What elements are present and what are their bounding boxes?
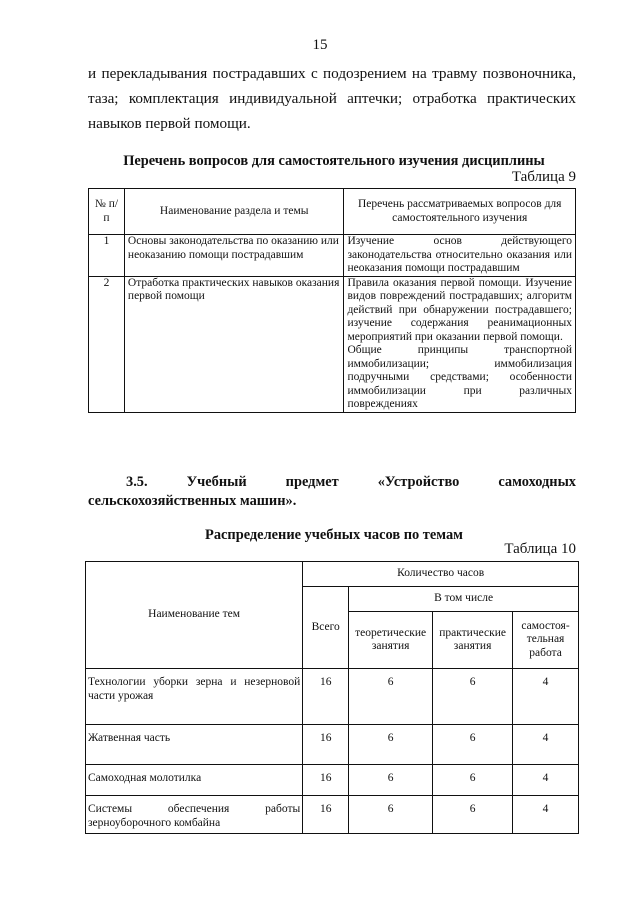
section1-heading: Перечень вопросов для самостоятельного изучения дисциплины <box>123 153 545 169</box>
row-theory: 6 <box>349 796 433 834</box>
col-header-hours: Количество часов <box>303 562 579 587</box>
col-header-total: Всего <box>303 587 349 669</box>
row-theory: 6 <box>349 669 433 725</box>
row-topic: Основы законодательства по оказанию или неоказанию помощи пострадавшим <box>124 235 344 277</box>
col-header-questions: Перечень рассматриваемых вопросов для самостоятельного изучения <box>344 189 576 235</box>
col-header-self: самостоя-тельная работа <box>513 612 579 669</box>
col-header-num: № п/п <box>89 189 125 235</box>
intro-paragraph <box>88 61 576 136</box>
table-row <box>86 765 579 796</box>
section-title-line2: сельскохозяйственных машин». <box>88 493 297 509</box>
table-9 <box>88 188 576 413</box>
row-topic: Самоходная молотилка <box>86 765 303 796</box>
table-header-row <box>89 189 576 235</box>
row-total: 16 <box>303 669 349 725</box>
col-header-theory: теоретические занятия <box>349 612 433 669</box>
table-10 <box>85 561 579 834</box>
row-theory: 6 <box>349 725 433 765</box>
row-topic: Жатвенная часть <box>86 725 303 765</box>
row-num: 2 <box>89 276 125 412</box>
row-theory: 6 <box>349 765 433 796</box>
row-num: 1 <box>89 235 125 277</box>
section-title-line1: 3.5. Учебный предмет «Устройство самоходных <box>126 474 576 490</box>
table-row <box>89 235 576 277</box>
intro-line: таза; комплектация индивидуальной аптечки; отработка практических <box>88 90 576 107</box>
row-topic: Отработка практических навыков оказания первой помощи <box>124 276 344 412</box>
row-practice: 6 <box>433 669 513 725</box>
row-self: 4 <box>513 669 579 725</box>
table-row <box>89 276 576 412</box>
row-topic: Технологии уборки зерна и незерновой части урожая <box>86 669 303 725</box>
row-topic: Системы обеспечения работы зерноуборочного комбайна <box>86 796 303 834</box>
row-total: 16 <box>303 725 349 765</box>
col-header-including: В том числе <box>349 587 579 612</box>
col-header-topic: Наименование тем <box>86 562 303 669</box>
row-practice: 6 <box>433 725 513 765</box>
table-row <box>86 669 579 725</box>
table10-label: Таблица 10 <box>504 541 576 557</box>
intro-line: и перекладывания пострадавших с подозрением на травму позвоночника, <box>88 65 576 82</box>
row-practice: 6 <box>433 796 513 834</box>
row-practice: 6 <box>433 765 513 796</box>
table-row <box>86 796 579 834</box>
row-self: 4 <box>513 765 579 796</box>
col-header-topic: Наименование раздела и темы <box>124 189 344 235</box>
col-header-practice: практические занятия <box>433 612 513 669</box>
section-title <box>88 473 576 511</box>
row-questions <box>344 276 576 412</box>
table-row <box>86 725 579 765</box>
questions-part-1: Правила оказания первой помощи. Изучение видов повреждений пострадавших; алгоритм действий при обнаружении пострадавшего; изучение содержания реанимационных мероприятий при оказании первой помощи. <box>347 276 572 343</box>
page-number: 15 <box>312 37 328 53</box>
table9-label: Таблица 9 <box>511 169 576 185</box>
row-self: 4 <box>513 725 579 765</box>
row-questions: Изучение основ действующего законодательства относительно оказания или неоказания помощи пострадавшим <box>344 235 576 277</box>
row-total: 16 <box>303 796 349 834</box>
intro-line: навыков первой помощи. <box>88 115 251 132</box>
row-total: 16 <box>303 765 349 796</box>
section2-heading: Распределение учебных часов по темам <box>205 527 463 543</box>
row-self: 4 <box>513 796 579 834</box>
questions-part-2: Общие принципы транспортной иммобилизации; иммобилизация подручными средствами; особенности иммобилизации при различных повреждениях <box>347 344 572 410</box>
